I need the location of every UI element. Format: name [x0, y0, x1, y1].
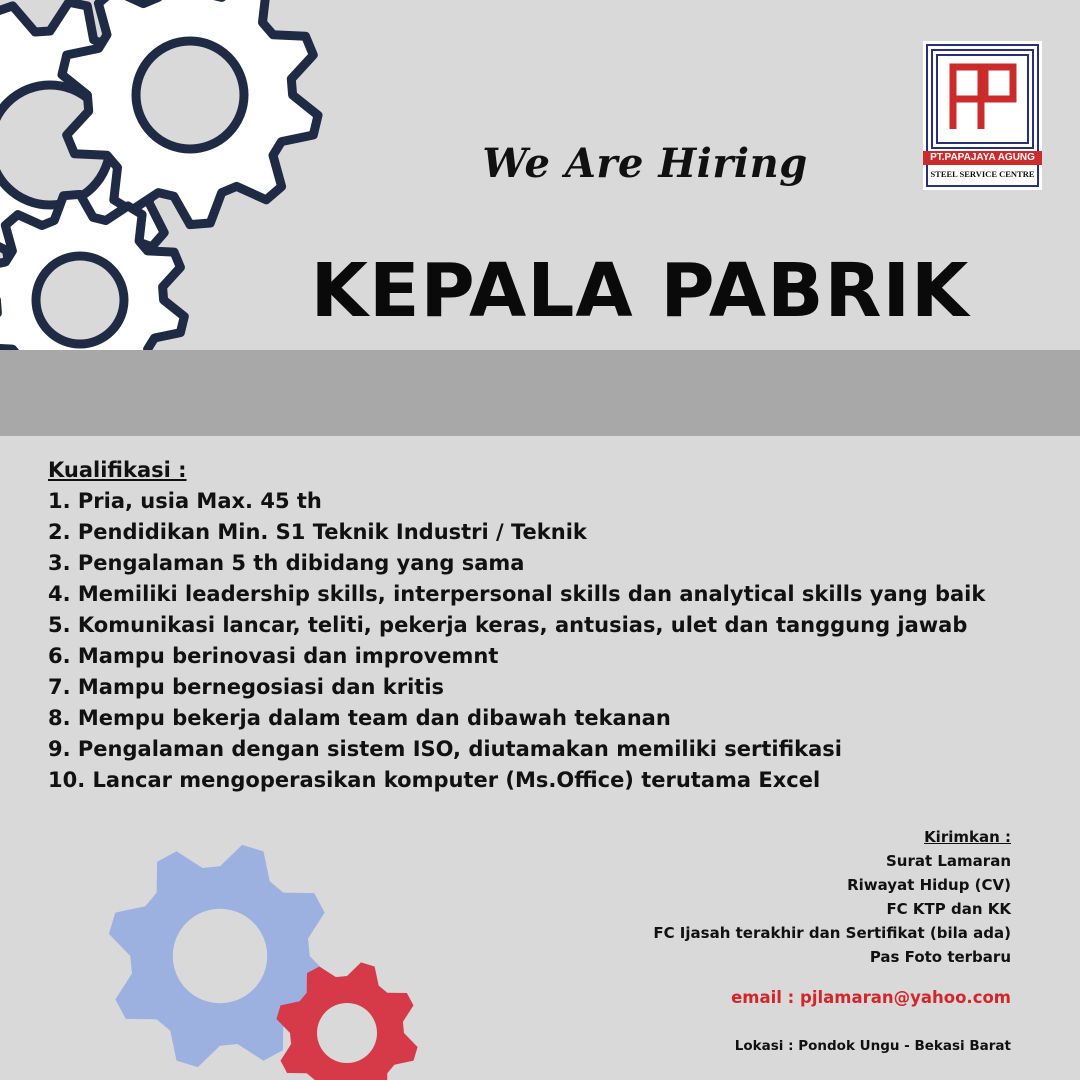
- logo-mark: [923, 41, 1042, 190]
- gear-icon: [272, 958, 422, 1080]
- qualifications-list: [48, 486, 1048, 796]
- hiring-tagline: We Are Hiring: [482, 140, 808, 187]
- list-item: 5. Komunikasi lancar, teliti, pekerja keras, antusias, ulet dan tanggung jawab: [48, 613, 968, 637]
- list-item: 2. Pendidikan Min. S1 Teknik Industri / Teknik: [48, 520, 587, 544]
- list-item: FC Ijasah terakhir dan Sertifikat (bila ada): [653, 924, 1011, 942]
- send-section: [551, 825, 1011, 969]
- qualifications-section: [48, 455, 1048, 796]
- list-item: Riwayat Hidup (CV): [847, 876, 1011, 894]
- location-text: Lokasi : Pondok Ungu - Bekasi Barat: [734, 1038, 1011, 1054]
- send-heading: Kirimkan :: [924, 828, 1011, 846]
- list-item: 4. Memiliki leadership skills, interpersonal skills dan analytical skills yang baik: [48, 582, 986, 606]
- qualifications-heading: Kualifikasi :: [48, 458, 187, 482]
- list-item: Surat Lamaran: [885, 852, 1011, 870]
- company-logo: [923, 41, 1042, 190]
- contact-email[interactable]: email : pjlamaran@yahoo.com: [731, 988, 1011, 1007]
- list-item: 9. Pengalaman dengan sistem ISO, diutamakan memiliki sertifikasi: [48, 737, 843, 761]
- list-item: 1. Pria, usia Max. 45 th: [48, 489, 322, 513]
- list-item: 8. Mempu bekerja dalam team dan dibawah tekanan: [48, 706, 671, 730]
- job-title: KEPALA PABRIK: [310, 248, 970, 334]
- send-list: [551, 849, 1011, 969]
- list-item: Pas Foto terbaru: [869, 948, 1011, 966]
- list-item: FC KTP dan KK: [886, 900, 1011, 918]
- logo-company-name: PT.PAPAJAYA AGUNG: [923, 151, 1042, 165]
- logo-subtitle: STEEL SERVICE CENTRE: [930, 169, 1035, 179]
- list-item: 3. Pengalaman 5 th dibidang yang sama: [48, 551, 525, 575]
- divider-band: [0, 350, 1080, 436]
- list-item: 10. Lancar mengoperasikan komputer (Ms.Office) terutama Excel: [48, 768, 821, 792]
- list-item: 6. Mampu berinovasi dan improvemnt: [48, 644, 499, 668]
- list-item: 7. Mampu bernegosiasi dan kritis: [48, 675, 445, 699]
